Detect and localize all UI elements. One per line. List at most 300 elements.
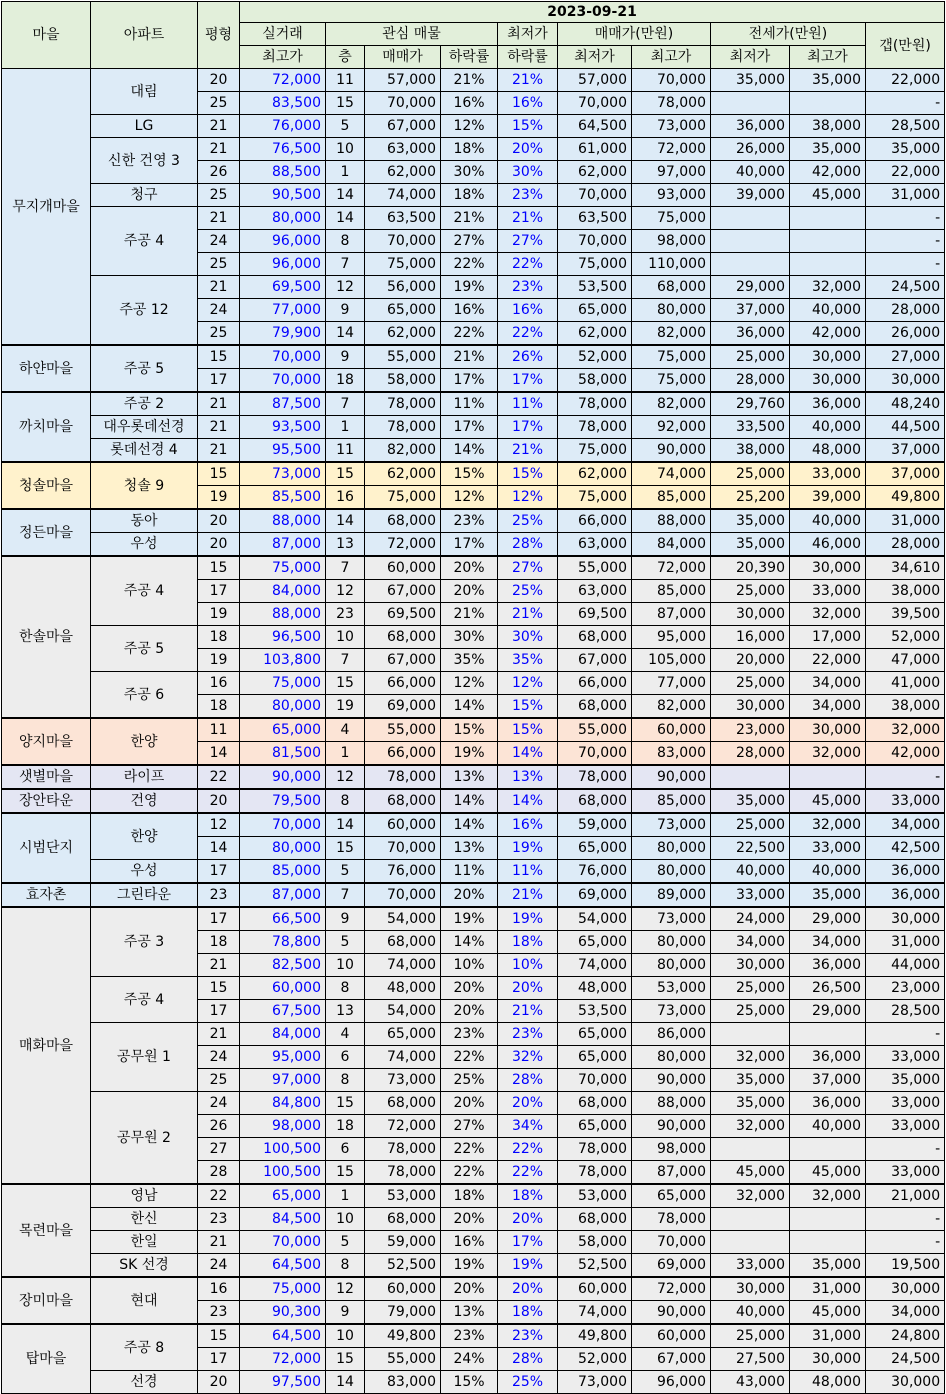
cell-drop-rate: 27%	[441, 230, 498, 253]
cell-actual-max: 85,000	[240, 860, 326, 884]
cell-jeonse-max: 35,000	[790, 69, 866, 92]
cell-actual-max: 78,800	[240, 931, 326, 954]
cell-gap: 32,000	[866, 718, 945, 742]
cell-listing-price: 83,000	[365, 1371, 441, 1394]
cell-floor: 8	[326, 1254, 365, 1278]
cell-apartment: 주공 4	[91, 556, 198, 626]
cell-floor: 10	[326, 138, 365, 161]
cell-gap: 28,000	[866, 533, 945, 557]
cell-actual-max: 70,000	[240, 345, 326, 369]
cell-jeonse-min: 33,000	[711, 883, 790, 907]
cell-jeonse-max: 40,000	[790, 416, 866, 439]
cell-gap: -	[866, 230, 945, 253]
cell-sale-max: 70,000	[632, 1231, 711, 1254]
table-row	[2, 1371, 945, 1394]
cell-gap: 37,000	[866, 462, 945, 486]
cell-sale-min: 58,000	[558, 1231, 632, 1254]
cell-jeonse-min: 25,200	[711, 486, 790, 510]
cell-listing-price: 62,000	[365, 462, 441, 486]
cell-apartment: 공무원 2	[91, 1092, 198, 1185]
cell-floor: 6	[326, 1046, 365, 1069]
cell-actual-max: 70,000	[240, 813, 326, 837]
cell-sale-min: 73,000	[558, 1371, 632, 1394]
cell-listing-price: 73,000	[365, 1069, 441, 1092]
cell-apartment: LG	[91, 115, 198, 138]
cell-drop-rate: 11%	[441, 392, 498, 416]
cell-actual-max: 97,000	[240, 1069, 326, 1092]
cell-pyeong: 17	[198, 369, 240, 393]
cell-pyeong: 21	[198, 1023, 240, 1046]
col-actual-trade-max: 최고가	[240, 46, 326, 69]
cell-floor: 5	[326, 1231, 365, 1254]
cell-floor: 4	[326, 718, 365, 742]
cell-sale-min: 68,000	[558, 626, 632, 649]
cell-min-drop-rate: 17%	[498, 416, 558, 439]
cell-sale-min: 65,000	[558, 1023, 632, 1046]
cell-sale-min: 75,000	[558, 253, 632, 276]
cell-floor: 15	[326, 1348, 365, 1371]
cell-min-drop-rate: 32%	[498, 1046, 558, 1069]
cell-floor: 5	[326, 860, 365, 884]
cell-listing-price: 54,000	[365, 1000, 441, 1023]
cell-jeonse-min: 27,500	[711, 1348, 790, 1371]
cell-jeonse-min: 40,000	[711, 860, 790, 884]
cell-listing-price: 68,000	[365, 789, 441, 813]
cell-apartment: 주공 5	[91, 345, 198, 392]
cell-min-drop-rate: 16%	[498, 813, 558, 837]
cell-gap: 31,000	[866, 184, 945, 207]
cell-apartment: 청솔 9	[91, 462, 198, 509]
cell-jeonse-min: 25,000	[711, 813, 790, 837]
cell-gap: 22,000	[866, 69, 945, 92]
cell-floor: 1	[326, 161, 365, 184]
cell-jeonse-min: 28,000	[711, 742, 790, 766]
cell-floor: 4	[326, 1023, 365, 1046]
cell-drop-rate: 12%	[441, 115, 498, 138]
cell-village: 매화마을	[2, 907, 91, 1184]
cell-pyeong: 16	[198, 1277, 240, 1301]
cell-sale-max: 65,000	[632, 1184, 711, 1208]
cell-min-drop-rate: 20%	[498, 1092, 558, 1115]
col-actual-trade: 실거래	[240, 23, 326, 46]
cell-drop-rate: 14%	[441, 439, 498, 463]
cell-actual-max: 95,500	[240, 439, 326, 463]
cell-village: 하얀마을	[2, 345, 91, 392]
cell-drop-rate: 20%	[441, 883, 498, 907]
cell-pyeong: 27	[198, 1138, 240, 1161]
cell-floor: 15	[326, 837, 365, 860]
cell-gap: 33,000	[866, 1092, 945, 1115]
cell-jeonse-min	[711, 253, 790, 276]
cell-jeonse-min: 43,000	[711, 1371, 790, 1394]
cell-apartment: 선경	[91, 1371, 198, 1394]
cell-apartment: 라이프	[91, 765, 198, 789]
cell-gap: 31,000	[866, 931, 945, 954]
cell-jeonse-min: 35,000	[711, 1092, 790, 1115]
cell-jeonse-max	[790, 207, 866, 230]
cell-gap: 27,000	[866, 345, 945, 369]
col-jeonse-max: 최고가	[790, 46, 866, 69]
cell-drop-rate: 17%	[441, 416, 498, 439]
cell-gap: 42,000	[866, 742, 945, 766]
cell-jeonse-min	[711, 207, 790, 230]
cell-drop-rate: 17%	[441, 533, 498, 557]
cell-floor: 15	[326, 672, 365, 695]
cell-min-drop-rate: 15%	[498, 115, 558, 138]
cell-apartment: 동아	[91, 509, 198, 533]
cell-jeonse-min: 20,390	[711, 556, 790, 580]
cell-pyeong: 17	[198, 860, 240, 884]
cell-listing-price: 68,000	[365, 509, 441, 533]
cell-min-drop-rate: 30%	[498, 626, 558, 649]
cell-jeonse-min: 36,000	[711, 322, 790, 346]
cell-sale-min: 63,500	[558, 207, 632, 230]
cell-listing-price: 78,000	[365, 765, 441, 789]
cell-pyeong: 21	[198, 138, 240, 161]
cell-actual-max: 85,500	[240, 486, 326, 510]
cell-floor: 1	[326, 416, 365, 439]
cell-jeonse-min: 35,000	[711, 509, 790, 533]
cell-sale-max: 90,000	[632, 765, 711, 789]
table-body	[2, 69, 945, 1394]
cell-min-drop-rate: 20%	[498, 1208, 558, 1231]
cell-min-drop-rate: 35%	[498, 649, 558, 672]
cell-pyeong: 22	[198, 765, 240, 789]
cell-drop-rate: 23%	[441, 1023, 498, 1046]
cell-actual-max: 75,000	[240, 556, 326, 580]
cell-drop-rate: 20%	[441, 1092, 498, 1115]
cell-jeonse-max: 38,000	[790, 115, 866, 138]
cell-sale-min: 75,000	[558, 486, 632, 510]
cell-jeonse-max	[790, 253, 866, 276]
cell-jeonse-max: 30,000	[790, 345, 866, 369]
cell-jeonse-max: 48,000	[790, 439, 866, 463]
cell-actual-max: 84,500	[240, 1208, 326, 1231]
cell-floor: 12	[326, 580, 365, 603]
cell-jeonse-max: 36,000	[790, 954, 866, 977]
cell-jeonse-max: 40,000	[790, 1115, 866, 1138]
cell-pyeong: 15	[198, 345, 240, 369]
cell-listing-price: 66,000	[365, 672, 441, 695]
cell-drop-rate: 20%	[441, 556, 498, 580]
cell-gap: 41,000	[866, 672, 945, 695]
cell-sale-min: 61,000	[558, 138, 632, 161]
col-sale-price-group: 매매가(만원)	[558, 23, 711, 46]
cell-floor: 13	[326, 1000, 365, 1023]
cell-village: 청솔마을	[2, 462, 91, 509]
cell-pyeong: 12	[198, 813, 240, 837]
cell-sale-max: 80,000	[632, 837, 711, 860]
cell-actual-max: 88,000	[240, 509, 326, 533]
cell-listing-price: 68,000	[365, 1092, 441, 1115]
cell-gap: 30,000	[866, 1371, 945, 1394]
table-row	[2, 533, 945, 557]
cell-jeonse-max	[790, 1023, 866, 1046]
cell-min-drop-rate: 23%	[498, 276, 558, 299]
cell-pyeong: 25	[198, 322, 240, 346]
cell-jeonse-max: 29,000	[790, 1000, 866, 1023]
cell-actual-max: 75,000	[240, 1277, 326, 1301]
cell-drop-rate: 21%	[441, 207, 498, 230]
cell-drop-rate: 20%	[441, 1277, 498, 1301]
cell-actual-max: 65,000	[240, 718, 326, 742]
cell-jeonse-min: 35,000	[711, 533, 790, 557]
cell-jeonse-min: 24,000	[711, 907, 790, 931]
cell-drop-rate: 22%	[441, 253, 498, 276]
cell-listing-price: 76,000	[365, 860, 441, 884]
cell-gap: -	[866, 92, 945, 115]
cell-sale-max: 82,000	[632, 392, 711, 416]
cell-jeonse-max: 36,000	[790, 1092, 866, 1115]
cell-min-drop-rate: 23%	[498, 1023, 558, 1046]
cell-pyeong: 21	[198, 1231, 240, 1254]
cell-drop-rate: 15%	[441, 718, 498, 742]
cell-apartment: 공무원 1	[91, 1023, 198, 1092]
cell-min-drop-rate: 22%	[498, 322, 558, 346]
cell-sale-max: 86,000	[632, 1023, 711, 1046]
cell-jeonse-max: 30,000	[790, 1348, 866, 1371]
cell-jeonse-max: 34,000	[790, 672, 866, 695]
cell-jeonse-max: 45,000	[790, 1161, 866, 1185]
cell-pyeong: 23	[198, 1301, 240, 1325]
cell-village: 목련마을	[2, 1184, 91, 1277]
cell-floor: 13	[326, 533, 365, 557]
cell-pyeong: 17	[198, 907, 240, 931]
cell-jeonse-max: 42,000	[790, 322, 866, 346]
cell-floor: 23	[326, 603, 365, 626]
cell-floor: 11	[326, 439, 365, 463]
cell-sale-min: 69,000	[558, 883, 632, 907]
cell-sale-max: 98,000	[632, 1138, 711, 1161]
cell-listing-price: 74,000	[365, 1046, 441, 1069]
cell-floor: 14	[326, 1371, 365, 1394]
cell-village: 샛별마을	[2, 765, 91, 789]
cell-pyeong: 24	[198, 299, 240, 322]
cell-sale-max: 53,000	[632, 977, 711, 1000]
col-sale-max: 최고가	[632, 46, 711, 69]
cell-drop-rate: 18%	[441, 184, 498, 207]
cell-drop-rate: 18%	[441, 1184, 498, 1208]
cell-sale-max: 75,000	[632, 207, 711, 230]
cell-sale-max: 85,000	[632, 580, 711, 603]
cell-actual-max: 96,000	[240, 253, 326, 276]
cell-listing-price: 82,000	[365, 439, 441, 463]
cell-jeonse-min: 40,000	[711, 161, 790, 184]
cell-gap: 49,800	[866, 486, 945, 510]
cell-pyeong: 21	[198, 954, 240, 977]
cell-listing-price: 79,000	[365, 1301, 441, 1325]
cell-floor: 8	[326, 977, 365, 1000]
cell-actual-max: 103,800	[240, 649, 326, 672]
cell-min-drop-rate: 22%	[498, 253, 558, 276]
cell-listing-price: 75,000	[365, 253, 441, 276]
cell-sale-min: 58,000	[558, 369, 632, 393]
cell-apartment: 주공 4	[91, 207, 198, 276]
cell-actual-max: 66,500	[240, 907, 326, 931]
cell-actual-max: 100,500	[240, 1161, 326, 1185]
cell-min-drop-rate: 21%	[498, 69, 558, 92]
cell-listing-price: 55,000	[365, 1348, 441, 1371]
cell-min-drop-rate: 26%	[498, 345, 558, 369]
table-row	[2, 138, 945, 161]
table-row	[2, 1254, 945, 1278]
cell-listing-price: 68,000	[365, 1208, 441, 1231]
cell-sale-max: 87,000	[632, 1161, 711, 1185]
cell-sale-max: 73,000	[632, 907, 711, 931]
cell-listing-price: 60,000	[365, 813, 441, 837]
cell-listing-price: 67,000	[365, 649, 441, 672]
col-village: 마을	[2, 2, 91, 69]
cell-jeonse-max: 37,000	[790, 1069, 866, 1092]
cell-drop-rate: 21%	[441, 345, 498, 369]
table-row	[2, 1023, 945, 1046]
cell-sale-min: 78,000	[558, 1138, 632, 1161]
cell-sale-max: 80,000	[632, 931, 711, 954]
cell-pyeong: 26	[198, 1115, 240, 1138]
cell-jeonse-max: 39,000	[790, 486, 866, 510]
cell-floor: 9	[326, 299, 365, 322]
cell-listing-price: 70,000	[365, 837, 441, 860]
cell-drop-rate: 10%	[441, 954, 498, 977]
cell-sale-max: 80,000	[632, 954, 711, 977]
cell-gap: 21,000	[866, 1184, 945, 1208]
cell-listing-price: 62,000	[365, 322, 441, 346]
table-row	[2, 345, 945, 369]
table-row	[2, 1324, 945, 1348]
cell-listing-price: 53,000	[365, 1184, 441, 1208]
table-row	[2, 1231, 945, 1254]
cell-jeonse-max: 34,000	[790, 931, 866, 954]
cell-actual-max: 60,000	[240, 977, 326, 1000]
cell-gap: 31,000	[866, 509, 945, 533]
cell-drop-rate: 19%	[441, 276, 498, 299]
cell-drop-rate: 19%	[441, 907, 498, 931]
cell-sale-max: 105,000	[632, 649, 711, 672]
cell-jeonse-min: 39,000	[711, 184, 790, 207]
cell-floor: 5	[326, 931, 365, 954]
cell-actual-max: 88,500	[240, 161, 326, 184]
cell-jeonse-max: 31,000	[790, 1324, 866, 1348]
cell-min-drop-rate: 21%	[498, 1000, 558, 1023]
cell-sale-max: 84,000	[632, 533, 711, 557]
cell-sale-max: 75,000	[632, 345, 711, 369]
cell-listing-price: 78,000	[365, 1138, 441, 1161]
cell-sale-min: 59,000	[558, 813, 632, 837]
cell-jeonse-max: 46,000	[790, 533, 866, 557]
cell-jeonse-max: 22,000	[790, 649, 866, 672]
cell-pyeong: 15	[198, 977, 240, 1000]
cell-pyeong: 24	[198, 1254, 240, 1278]
cell-pyeong: 23	[198, 1208, 240, 1231]
cell-sale-min: 52,000	[558, 345, 632, 369]
cell-gap: 47,000	[866, 649, 945, 672]
cell-drop-rate: 20%	[441, 977, 498, 1000]
cell-sale-max: 82,000	[632, 695, 711, 719]
cell-gap: 24,500	[866, 276, 945, 299]
cell-floor: 15	[326, 92, 365, 115]
cell-jeonse-min: 30,000	[711, 1277, 790, 1301]
cell-sale-min: 69,500	[558, 603, 632, 626]
cell-gap: -	[866, 1023, 945, 1046]
cell-pyeong: 17	[198, 1348, 240, 1371]
cell-sale-max: 73,000	[632, 115, 711, 138]
cell-jeonse-max: 32,000	[790, 813, 866, 837]
cell-apartment: 한일	[91, 1231, 198, 1254]
cell-jeonse-min: 30,000	[711, 603, 790, 626]
cell-sale-max: 80,000	[632, 299, 711, 322]
cell-sale-min: 70,000	[558, 230, 632, 253]
cell-min-drop-rate: 21%	[498, 603, 558, 626]
cell-actual-max: 87,000	[240, 883, 326, 907]
cell-sale-min: 53,000	[558, 1184, 632, 1208]
cell-floor: 10	[326, 626, 365, 649]
cell-listing-price: 67,000	[365, 580, 441, 603]
cell-min-drop-rate: 20%	[498, 1277, 558, 1301]
cell-listing-price: 59,000	[365, 1231, 441, 1254]
cell-drop-rate: 21%	[441, 603, 498, 626]
cell-min-drop-rate: 11%	[498, 392, 558, 416]
cell-min-drop-rate: 15%	[498, 462, 558, 486]
cell-actual-max: 95,000	[240, 1046, 326, 1069]
cell-sale-min: 66,000	[558, 509, 632, 533]
cell-sale-min: 62,000	[558, 462, 632, 486]
cell-floor: 5	[326, 115, 365, 138]
cell-pyeong: 16	[198, 672, 240, 695]
cell-floor: 16	[326, 486, 365, 510]
cell-pyeong: 20	[198, 533, 240, 557]
cell-gap: 28,500	[866, 115, 945, 138]
cell-actual-max: 69,500	[240, 276, 326, 299]
cell-drop-rate: 12%	[441, 486, 498, 510]
cell-jeonse-max: 32,000	[790, 1184, 866, 1208]
cell-gap: 34,610	[866, 556, 945, 580]
cell-pyeong: 19	[198, 649, 240, 672]
cell-sale-max: 77,000	[632, 672, 711, 695]
cell-pyeong: 25	[198, 184, 240, 207]
cell-drop-rate: 35%	[441, 649, 498, 672]
cell-min-drop-rate: 20%	[498, 138, 558, 161]
cell-sale-min: 55,000	[558, 718, 632, 742]
cell-listing-price: 69,000	[365, 695, 441, 719]
cell-drop-rate: 16%	[441, 299, 498, 322]
cell-pyeong: 20	[198, 69, 240, 92]
cell-sale-min: 63,000	[558, 580, 632, 603]
cell-sale-max: 110,000	[632, 253, 711, 276]
cell-pyeong: 25	[198, 253, 240, 276]
table-row	[2, 1277, 945, 1301]
cell-sale-max: 78,000	[632, 92, 711, 115]
cell-sale-max: 88,000	[632, 509, 711, 533]
cell-pyeong: 25	[198, 92, 240, 115]
cell-gap: 33,000	[866, 1161, 945, 1185]
cell-min-drop-rate: 27%	[498, 230, 558, 253]
cell-sale-max: 72,000	[632, 1277, 711, 1301]
cell-jeonse-min: 45,000	[711, 1161, 790, 1185]
cell-gap: 24,800	[866, 1324, 945, 1348]
cell-drop-rate: 13%	[441, 765, 498, 789]
cell-gap: 42,500	[866, 837, 945, 860]
cell-sale-min: 53,500	[558, 1000, 632, 1023]
cell-apartment: 건영	[91, 789, 198, 813]
cell-jeonse-max: 31,000	[790, 1277, 866, 1301]
cell-drop-rate: 15%	[441, 462, 498, 486]
cell-jeonse-max: 30,000	[790, 556, 866, 580]
cell-gap: 38,000	[866, 580, 945, 603]
cell-drop-rate: 13%	[441, 1301, 498, 1325]
cell-pyeong: 28	[198, 1161, 240, 1185]
cell-apartment: 주공 2	[91, 392, 198, 416]
cell-listing-price: 72,000	[365, 1115, 441, 1138]
